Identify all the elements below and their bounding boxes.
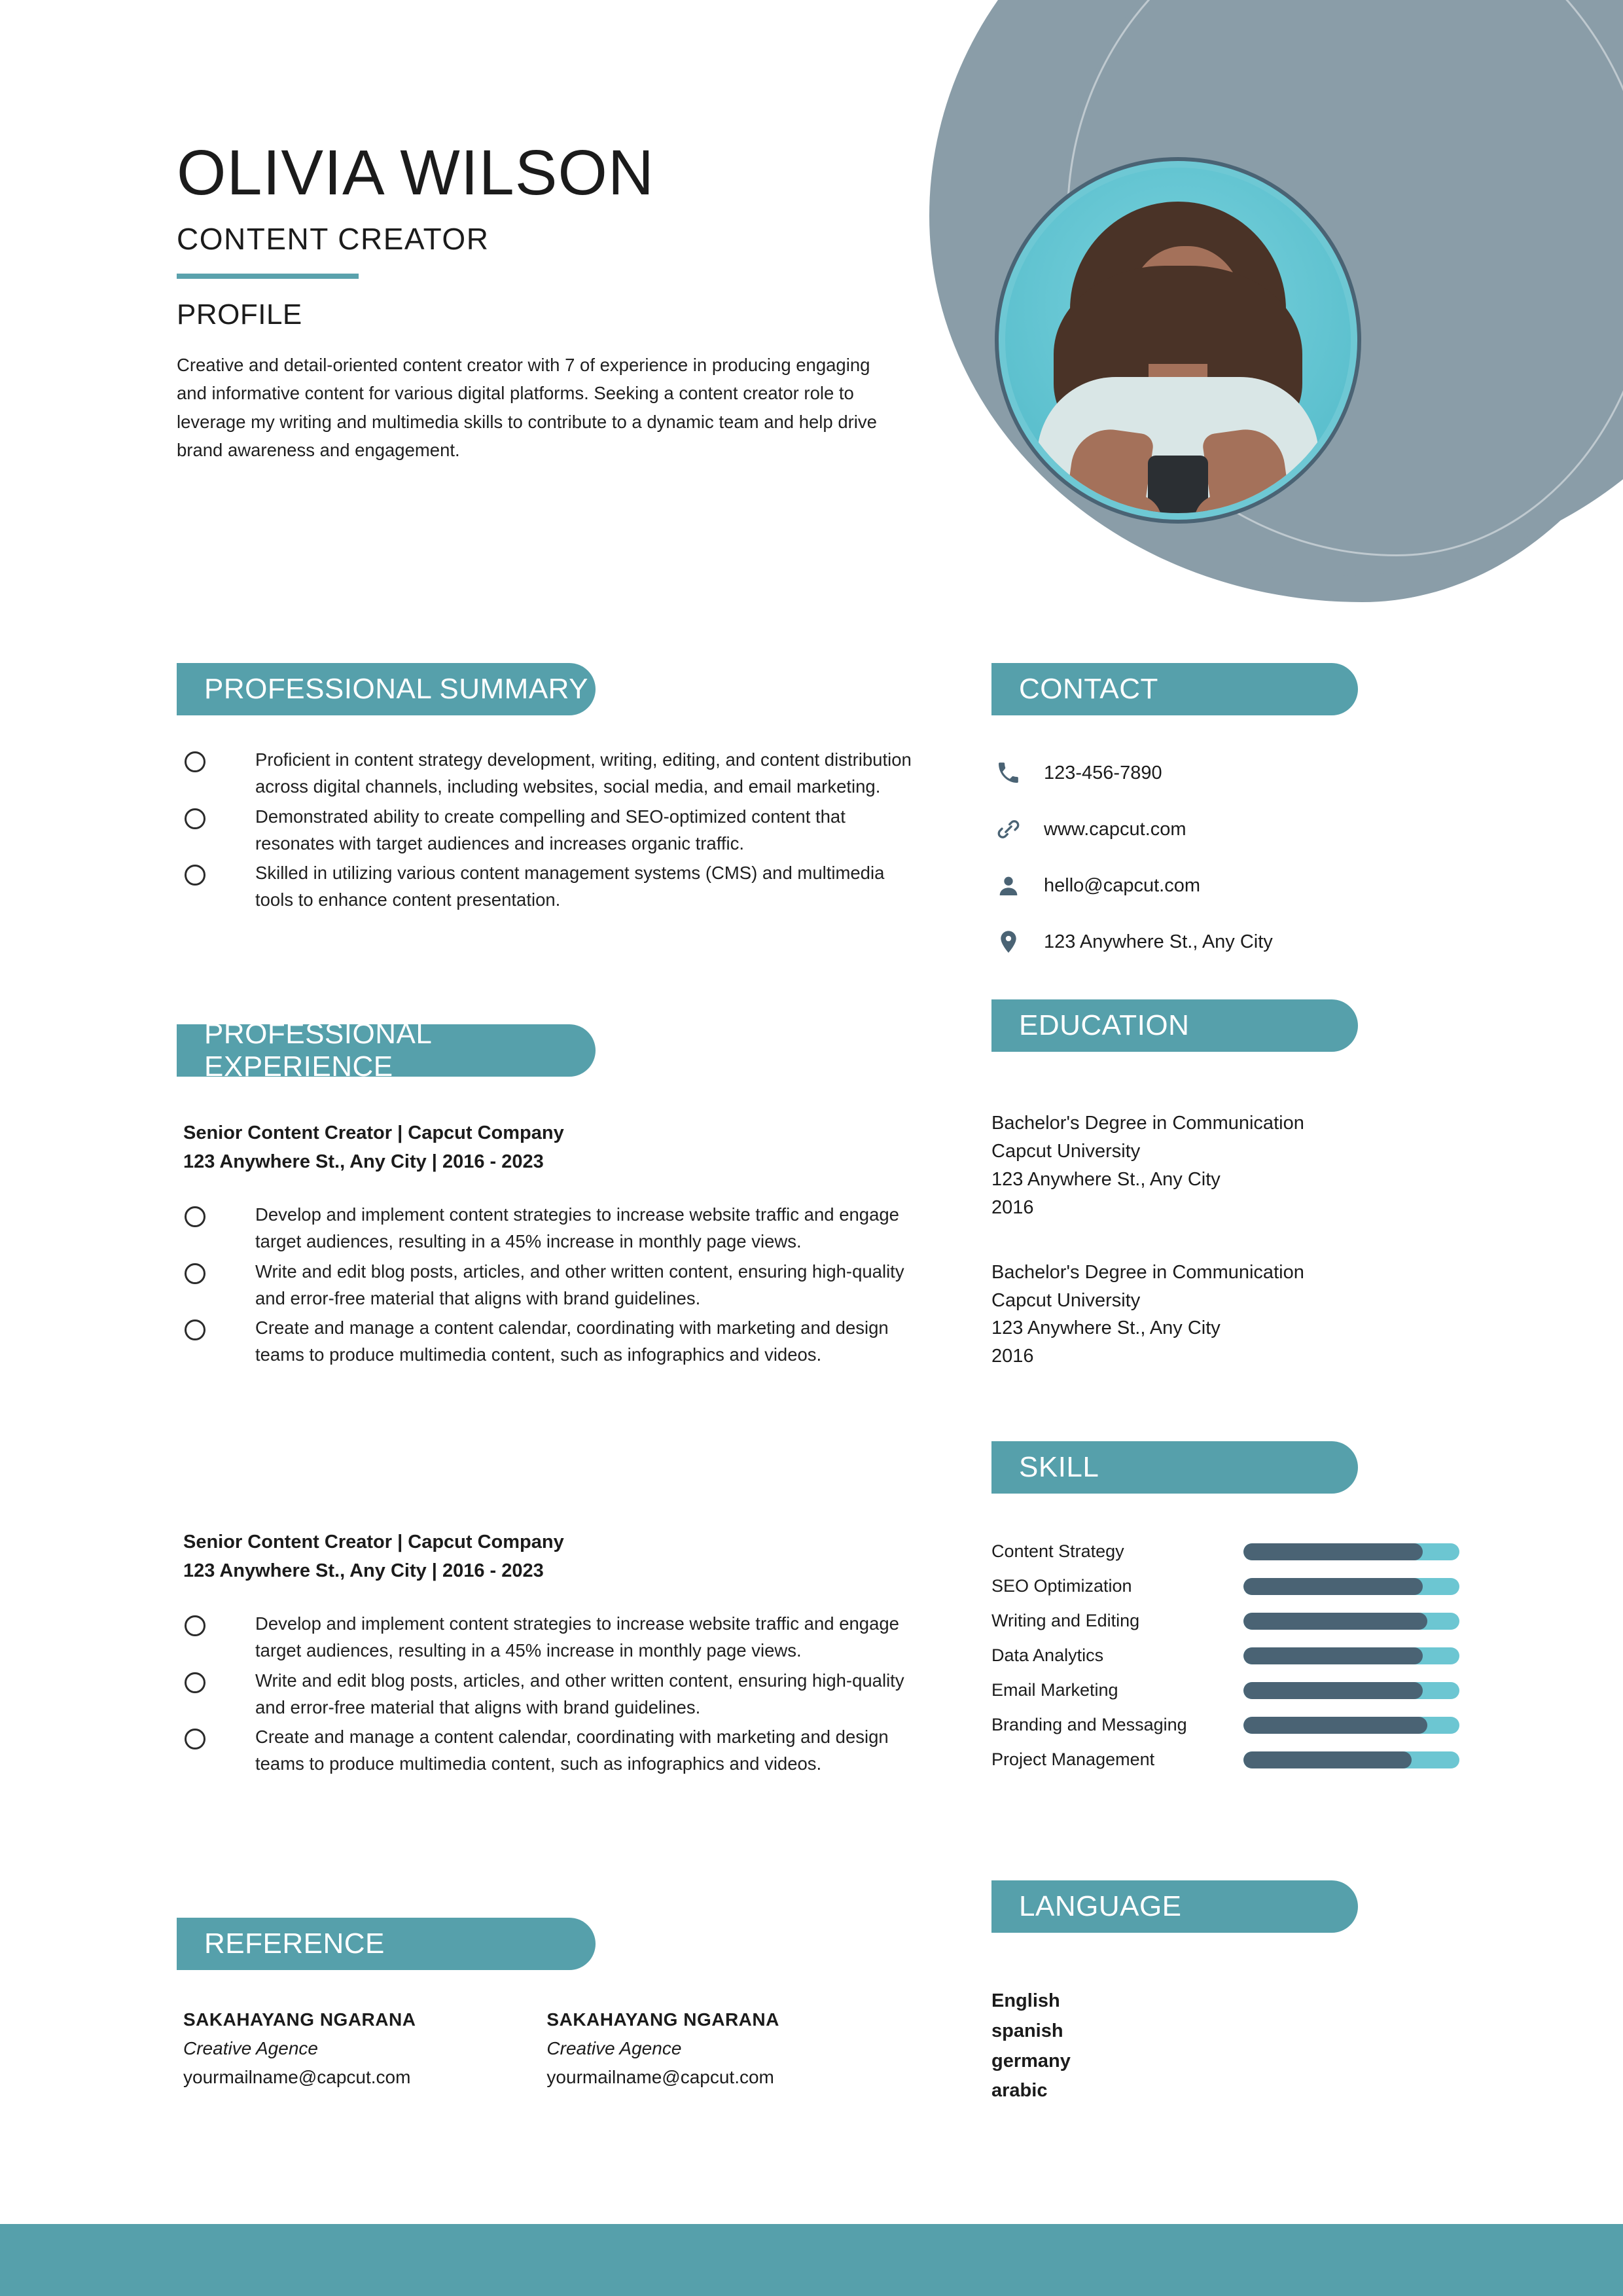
job-meta: 123 Anywhere St., Any City | 2016 - 2023 xyxy=(183,1560,544,1581)
education-address: 123 Anywhere St., Any City xyxy=(991,1168,1221,1190)
experience-block-1 xyxy=(177,1119,923,1371)
skill-bar-fill xyxy=(1243,1613,1427,1630)
reference-item xyxy=(546,2009,779,2088)
section-header-language: LANGUAGE xyxy=(991,1880,1358,1933)
list-item: Develop and implement content strategies to increase website traffic and engage target audiences, resulting in a 45% increase in monthly page views. xyxy=(177,1201,923,1255)
skill-item xyxy=(991,1715,1489,1735)
contact-list xyxy=(991,756,1450,981)
section-header-professional-summary: PROFESSIONAL SUMMARY xyxy=(177,663,596,715)
reference-role: Creative Agence xyxy=(546,2038,682,2058)
job-meta: 123 Anywhere St., Any City | 2016 - 2023 xyxy=(183,1151,544,1172)
skill-item xyxy=(991,1645,1489,1666)
skill-bar xyxy=(1243,1578,1459,1595)
list-item: Demonstrated ability to create compelling and SEO-optimized content that resonates with target audiences and increases organic traffic. xyxy=(177,803,923,857)
section-header-contact: CONTACT xyxy=(991,663,1358,715)
education-degree: Bachelor's Degree in Communication xyxy=(991,1113,1304,1134)
education-school: Capcut University xyxy=(991,1140,1141,1162)
avatar xyxy=(995,157,1361,524)
education-year: 2016 xyxy=(991,1196,1034,1218)
skill-bar-fill xyxy=(1243,1717,1427,1734)
contact-item-address[interactable] xyxy=(991,925,1450,959)
profile-heading: PROFILE xyxy=(177,298,302,331)
avatar-photo xyxy=(1005,168,1351,513)
skill-item xyxy=(991,1541,1489,1562)
education-item xyxy=(991,1109,1450,1222)
footer-bar xyxy=(0,2224,1623,2296)
skill-bar xyxy=(1243,1751,1459,1768)
location-pin-icon xyxy=(991,925,1026,959)
job-role: CONTENT CREATOR xyxy=(177,222,490,256)
list-item: Proficient in content strategy development, writing, editing, and content distribution across digital channels, including websites, social media, and email marketing. xyxy=(177,746,923,800)
list-item: Write and edit blog posts, articles, and other written content, ensuring high-quality and error-free material that aligns with brand guidelines. xyxy=(177,1258,923,1312)
professional-summary-list xyxy=(177,746,923,916)
skill-item xyxy=(991,1680,1489,1700)
experience-block-2 xyxy=(177,1528,923,1780)
reference-email: yourmailname@capcut.com xyxy=(183,2067,411,2087)
list-item: Create and manage a content calendar, coordinating with marketing and design teams to produce multimedia content, such as infographics and videos. xyxy=(177,1723,923,1778)
contact-phone-text: 123-456-7890 xyxy=(1044,762,1162,783)
section-header-professional-experience: PROFESSIONAL EXPERIENCE xyxy=(177,1024,596,1077)
skill-bar xyxy=(1243,1543,1459,1560)
job-title: Senior Content Creator | Capcut Company xyxy=(183,1122,564,1143)
link-icon xyxy=(991,812,1026,846)
contact-item-phone[interactable] xyxy=(991,756,1450,790)
list-item: Write and edit blog posts, articles, and other written content, ensuring high-quality and error-free material that aligns with brand guidelines. xyxy=(177,1667,923,1721)
job-title: Senior Content Creator | Capcut Company xyxy=(183,1532,564,1552)
skill-label: Content Strategy xyxy=(991,1541,1124,1561)
language-list xyxy=(991,1986,1450,2106)
skill-label: Branding and Messaging xyxy=(991,1715,1187,1734)
profile-text: Creative and detail-oriented content creator with 7 of experience in producing engaging and informative content for various digital platforms. Seeking a content creator role to leverage my writing and multimedia skills to contribute to a dynamic team and help drive brand awareness and engagement. xyxy=(177,355,877,461)
skill-label: Project Management xyxy=(991,1749,1155,1769)
page-title: OLIVIA WILSON xyxy=(177,137,654,208)
resume-header xyxy=(177,137,916,465)
skill-item xyxy=(991,1576,1489,1596)
person-icon xyxy=(991,869,1026,903)
contact-item-website[interactable] xyxy=(991,812,1450,846)
education-list xyxy=(991,1109,1450,1407)
education-degree: Bachelor's Degree in Communication xyxy=(991,1261,1304,1283)
education-school: Capcut University xyxy=(991,1289,1141,1311)
contact-website-text: www.capcut.com xyxy=(1044,818,1186,840)
skill-list xyxy=(991,1541,1489,1784)
language-item: English xyxy=(991,1990,1060,2011)
skill-item xyxy=(991,1611,1489,1631)
education-year: 2016 xyxy=(991,1346,1034,1367)
reference-item xyxy=(183,2009,416,2088)
divider xyxy=(177,274,359,279)
language-item: spanish xyxy=(991,2020,1063,2041)
list-item: Skilled in utilizing various content management systems (CMS) and multimedia tools to enhance content presentation. xyxy=(177,859,923,914)
skill-label: SEO Optimization xyxy=(991,1576,1132,1596)
skill-label: Email Marketing xyxy=(991,1680,1118,1700)
contact-address-text: 123 Anywhere St., Any City xyxy=(1044,931,1273,952)
skill-bar-fill xyxy=(1243,1578,1423,1595)
skill-label: Writing and Editing xyxy=(991,1611,1140,1630)
language-item: germany xyxy=(991,2050,1071,2072)
contact-email-text: hello@capcut.com xyxy=(1044,874,1200,896)
reference-email: yourmailname@capcut.com xyxy=(546,2067,774,2087)
skill-bar xyxy=(1243,1717,1459,1734)
education-item xyxy=(991,1259,1450,1371)
skill-bar-fill xyxy=(1243,1682,1423,1699)
skill-bar xyxy=(1243,1613,1459,1630)
language-item: arabic xyxy=(991,2080,1048,2102)
skill-bar xyxy=(1243,1647,1459,1664)
list-item: Develop and implement content strategies to increase website traffic and engage target audiences, resulting in a 45% increase in monthly page views. xyxy=(177,1610,923,1664)
education-address: 123 Anywhere St., Any City xyxy=(991,1318,1221,1339)
skill-bar-fill xyxy=(1243,1751,1412,1768)
reference-role: Creative Agence xyxy=(183,2038,318,2058)
skill-bar-fill xyxy=(1243,1647,1423,1664)
section-header-reference: REFERENCE xyxy=(177,1918,596,1970)
skill-bar-fill xyxy=(1243,1543,1423,1560)
reference-list xyxy=(177,2009,923,2088)
skill-bar xyxy=(1243,1682,1459,1699)
section-header-education: EDUCATION xyxy=(991,999,1358,1052)
skill-label: Data Analytics xyxy=(991,1645,1104,1665)
contact-item-email[interactable] xyxy=(991,869,1450,903)
reference-name: SAKAHAYANG NGARANA xyxy=(183,2009,416,2030)
skill-item xyxy=(991,1749,1489,1770)
list-item: Create and manage a content calendar, coordinating with marketing and design teams to produce multimedia content, such as infographics and videos. xyxy=(177,1314,923,1369)
phone-icon xyxy=(991,756,1026,790)
section-header-skill: SKILL xyxy=(991,1441,1358,1494)
reference-name: SAKAHAYANG NGARANA xyxy=(546,2009,779,2030)
